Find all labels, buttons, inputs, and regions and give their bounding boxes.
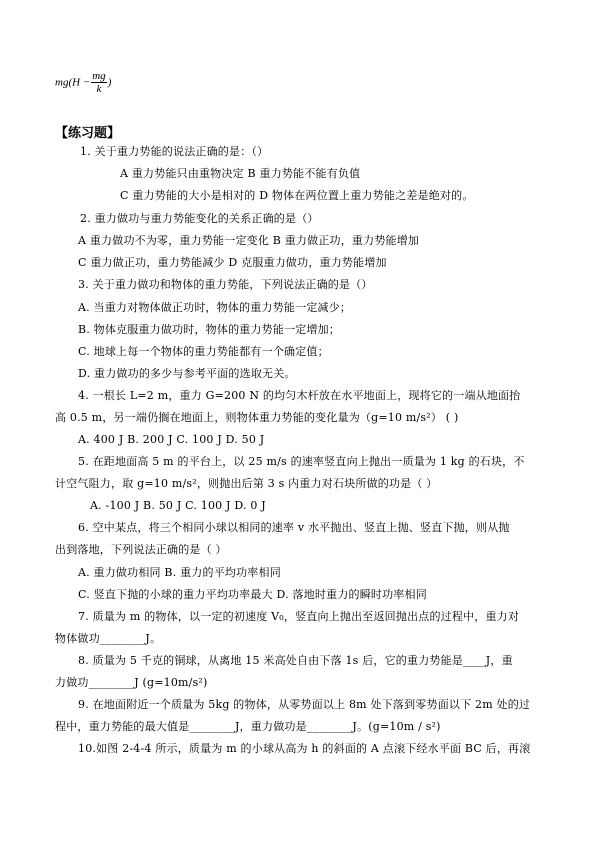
formula-fraction: [91, 70, 106, 95]
text-line: C. 竖直下抛的小球的重力平均功率最大 D. 落地时重力的瞬时功率相同: [78, 588, 427, 601]
text-line: A. 重力做功相同 B. 重力的平均功率相同: [78, 566, 281, 579]
text-line: A. -100 J B. 50 J C. 100 J D. 0 J: [90, 499, 266, 512]
text-line: A. 当重力对物体做正功时，物体的重力势能一定减少；: [78, 301, 352, 314]
text-line: A. 400 J B. 200 J C. 100 J D. 50 J: [78, 433, 265, 446]
text-line: C 重力做正功，重力势能减少 D 克服重力做功，重力势能增加: [78, 256, 387, 269]
text-line: 10.如图 2-4-4 所示，质量为 m 的小球从高为 h 的斜面的 A 点滚下经水平面 BC 后，再滚: [78, 742, 531, 755]
text-line: 8. 质量为 5 千克的铜球，从离地 15 米高处自由下落 1s 后，它的重力势能是____J，重: [78, 654, 513, 667]
text-line: A 重力做功不为零，重力势能一定变化 B 重力做正功，重力势能增加: [78, 234, 420, 247]
text-line: C 重力势能的大小是相对的 D 物体在两位置上重力势能之差是绝对的。: [120, 189, 474, 202]
formula-line: [55, 70, 111, 106]
text-line: C. 地球上每一个物体的重力势能都有一个确定值；: [78, 345, 329, 358]
text-line: 7. 质量为 m 的物体，以一定的初速度 V₀，竖直向上抛出至返回抛出点的过程中，重力对: [78, 610, 520, 623]
text-line: 4. 一根长 L=2 m，重力 G=200 N 的均匀木杆放在水平地面上，现将它的一端从地面抬: [78, 389, 521, 402]
formula-numerator: mg: [92, 70, 106, 82]
text-line: D. 重力做功的多少与参考平面的选取无关。: [78, 367, 296, 380]
text-line: 出到落地，下列说法正确的是（ ）: [55, 543, 227, 556]
formula-denominator: k: [96, 83, 102, 95]
formula-suffix: ): [107, 76, 112, 89]
text-line: 力做功________J (g=10m/s²): [55, 676, 208, 689]
text-line: 5. 在距地面高 5 m 的平台上，以 25 m/s 的速率竖直向上抛出一质量为 1 kg 的石块，不: [78, 455, 525, 468]
text-line: 3. 关于重力做功和物体的重力势能，下列说法正确的是（）: [78, 278, 373, 291]
text-line: 6. 空中某点，将三个相同小球以相同的速率 v 水平抛出、竖直上抛、竖直下抛，则从抛: [78, 521, 510, 534]
text-line: 程中，重力势能的最大值是________J，重力做功是________J。(g=10m / s²): [55, 720, 441, 733]
text-line: 1. 关于重力势能的说法正确的是：（）: [80, 145, 269, 158]
formula-prefix: mg(H −: [55, 76, 91, 89]
text-line: 物体做功________J。: [55, 632, 162, 645]
section-heading: 【练习题】: [55, 126, 121, 141]
text-line: 2. 重力做功与重力势能变化的关系正确的是（）: [80, 212, 319, 225]
text-line: B. 物体克服重力做功时，物体的重力势能一定增加；: [78, 323, 341, 336]
text-line: A 重力势能只由重物决定 B 重力势能不能有负值: [120, 167, 361, 180]
text-line: 计空气阻力，取 g=10 m/s²，则抛出后第 3 s 内重力对石块所做的功是（ ）: [55, 477, 438, 490]
text-line: 高 0.5 m，另一端仍搁在地面上，则物体重力势能的变化量为（g=10 m/s²） ( ): [55, 411, 459, 424]
text-line: 9. 在地面附近一个质量为 5kg 的物体，从零势面以上 8m 处下落到零势面以下 2m 处的过: [78, 698, 531, 711]
